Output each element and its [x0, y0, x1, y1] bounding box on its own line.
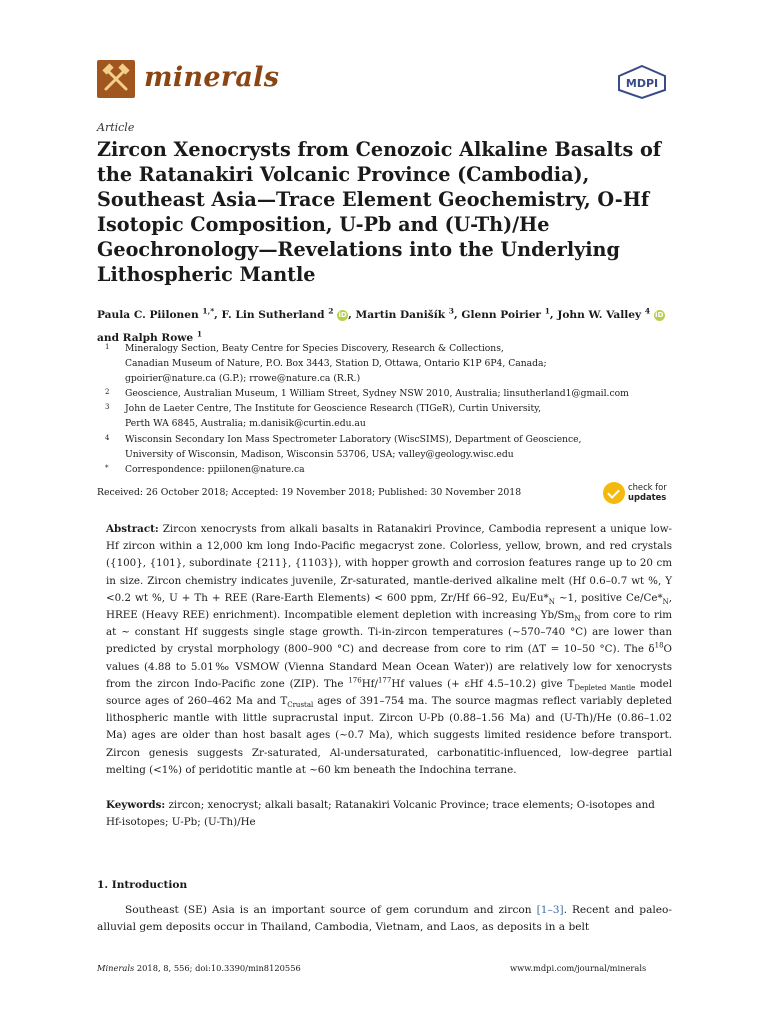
intro-text-before: Southeast (SE) Asia is an important source of gem corundum and zircon: [125, 904, 537, 916]
affiliation-number: 2: [105, 388, 110, 397]
affiliation-text: Mineralogy Section, Beaty Centre for Species Discovery, Research & Collections, Canadian Museum of Nature, P.O. Box 3443, Station D, Ottawa, Ontario K1P 6P4, Canada; gpoirier@nature.ca (G.P.); rrowe@nature.ca (R.R.): [125, 343, 547, 385]
keywords: [106, 797, 672, 831]
journal-logo-icon: [97, 60, 135, 98]
footer-journal: Minerals: [97, 963, 135, 973]
article-type: Article: [97, 121, 135, 134]
affiliation-number: 3: [105, 403, 110, 412]
footer-citation: [97, 963, 301, 973]
author-affiliation-mark: 4: [644, 306, 651, 315]
author-affiliation-mark: 1,*: [202, 306, 215, 315]
check-for-updates-badge[interactable]: [603, 480, 683, 506]
footer-url[interactable]: www.mdpi.com/journal/minerals: [510, 963, 647, 973]
publisher-logo-text: MDPI: [625, 77, 659, 90]
introduction-paragraph: [97, 902, 672, 937]
author-name[interactable]: F. Lin Sutherland $^2$: [221, 306, 334, 321]
intro-text-after: . Recent and paleo-alluvial gem deposits occur in Thailand, Cambodia, Vietnam, and Laos, as deposits in a belt: [97, 904, 672, 934]
author-list: Paula C. Piilonen $^{1,*}$, F. Lin Sutherland $^2$ iD, Martin Danišík $^3$, Glenn Poirier $^1$, John W. Valley $^4$ iD and Ralph Rowe $^1$: [97, 306, 664, 345]
journal-name: minerals: [144, 62, 280, 93]
footer-doi: 2018, 8, 556; doi:10.3390/min8120556: [134, 963, 301, 973]
affiliation-item: [105, 432, 675, 462]
abstract-label: Abstract:: [106, 523, 159, 535]
affiliation-item: [105, 401, 675, 431]
author-name[interactable]: and Ralph Rowe $^1$: [97, 329, 203, 345]
author-affiliation-mark: 1: [196, 329, 203, 339]
keywords-label: Keywords:: [106, 799, 166, 811]
publication-dates: Received: 26 October 2018; Accepted: 19 November 2018; Published: 30 November 2018: [97, 487, 522, 498]
mdpi-logo-icon: [614, 64, 670, 100]
orcid-icon[interactable]: iD: [338, 310, 347, 319]
affiliation-number: 4: [105, 433, 110, 442]
author-affiliation-mark: 2: [328, 306, 334, 315]
affiliation-item: [105, 386, 675, 401]
author-name[interactable]: Glenn Poirier $^1$: [461, 306, 550, 321]
updates-line2: updates: [628, 492, 667, 502]
author-name[interactable]: Paula C. Piilonen $^{1,*}$: [97, 306, 215, 321]
abstract-text: Zircon xenocrysts from alkali basalts in Ratanakiri Province, Cambodia represent a unique low-Hf zircon within a 12,000 km long Indo-Pacific megacryst zone. Colorless, yellow, brown, and red crystals ({100}, {101}, subordinate {211}, {1103}), with hopper growth and corrosion features range up to 20 cm in size. Zircon chemistry indicates juvenile, Zr-saturated, mantle-derived alkaline melt (Hf 0.6–0.7 wt %, Y <0.2 wt %, U + Th + REE (Rare-Earth Elements) < 600 ppm, Zr/Hf 66–92, $Eu/Eu*_N$ ~1, positive $Ce/Ce*_N$, HREE (Heavy REE) enrichment). Incompatible element depletion with increasing $Yb/Sm_N$ from core to rim at ~ constant Hf suggests single stage growth. Ti-in-zircon temperatures (~570–740 °C) are lower than predicted by crystal morphology (800–900 °C) and decrease from core to rim (ΔT = 10–50 °C). The $\delta^{18}O$ values (4.88 to 5.01‰ VSMOW (Vienna Standard Mean Ocean Water)) are relatively low for xenocrysts from the zircon Indo-Pacific zone (ZIP). The $^{176}$Hf/$^{177}$Hf values (+ εHf 4.5–10.2) give $T_{Depleted Mantle}$ model source ages of 260–462 Ma and $T_{Crustal}$ ages of 391–754 ma. The source magmas reflect variably depleted lithospheric mantle with little supracrustal input. Zircon U-Pb (0.88–1.56 Ma) and (U-Th)/He (0.86–1.02 Ma) ages are older than host basalt ages (~0.7 Ma), which suggests limited residence before transport. Zircon genesis suggests Zr-saturated, Al-undersaturated, carbonatitic-influenced, low-degree partial melting (<1%) of peridotitic mantle at ~60 km beneath the Indochina terrane.: [106, 523, 672, 776]
affiliation-item: [105, 341, 675, 386]
citation-link[interactable]: [1–3]: [536, 904, 564, 916]
author-name[interactable]: Martin Danišík $^3$: [355, 306, 455, 321]
affiliations: [105, 341, 675, 477]
orcid-icon[interactable]: iD: [655, 310, 664, 319]
affiliation-text: Geoscience, Australian Museum, 1 William Street, Sydney NSW 2010, Australia; linsutherland1@gmail.com: [125, 388, 629, 400]
check-icon: [603, 482, 625, 504]
affiliation-number: 1: [105, 343, 110, 351]
abstract: [106, 521, 672, 779]
author-affiliation-mark: 1: [544, 306, 550, 315]
affiliation-item: [105, 462, 675, 477]
affiliation-number: *: [105, 463, 109, 472]
affiliation-text: Wisconsin Secondary Ion Mass Spectrometer Laboratory (WiscSIMS), Department of Geoscience, University of Wisconsin, Madison, Wisconsin 53706, USA; valley@geology.wisc.edu: [125, 433, 582, 460]
affiliation-text: John de Laeter Centre, The Institute for Geoscience Research (TIGeR), Curtin University, Perth WA 6845, Australia; m.danisik@curtin.edu.au: [125, 403, 542, 430]
author-affiliation-mark: 3: [448, 306, 455, 315]
author-name[interactable]: John W. Valley $^4$: [557, 306, 651, 321]
updates-line1: check for: [628, 482, 667, 492]
section-heading: 1. Introduction: [97, 879, 188, 891]
keywords-text: zircon; xenocryst; alkali basalt; Ratanakiri Volcanic Province; trace elements; O-isotopes and Hf-isotopes; U-Pb; (U-Th)/He: [106, 799, 655, 829]
article-title: Zircon Xenocrysts from Cenozoic Alkaline Basalts of the Ratanakiri Volcanic Province (Cambodia), Southeast Asia—Trace Element Geochemistry, O-Hf Isotopic Composition, U-Pb and (U-Th)/He Geochronology—Revelations into the Underlying Lithospheric Mantle: [97, 138, 662, 286]
affiliation-text: Correspondence: ppiilonen@nature.ca: [125, 463, 305, 475]
